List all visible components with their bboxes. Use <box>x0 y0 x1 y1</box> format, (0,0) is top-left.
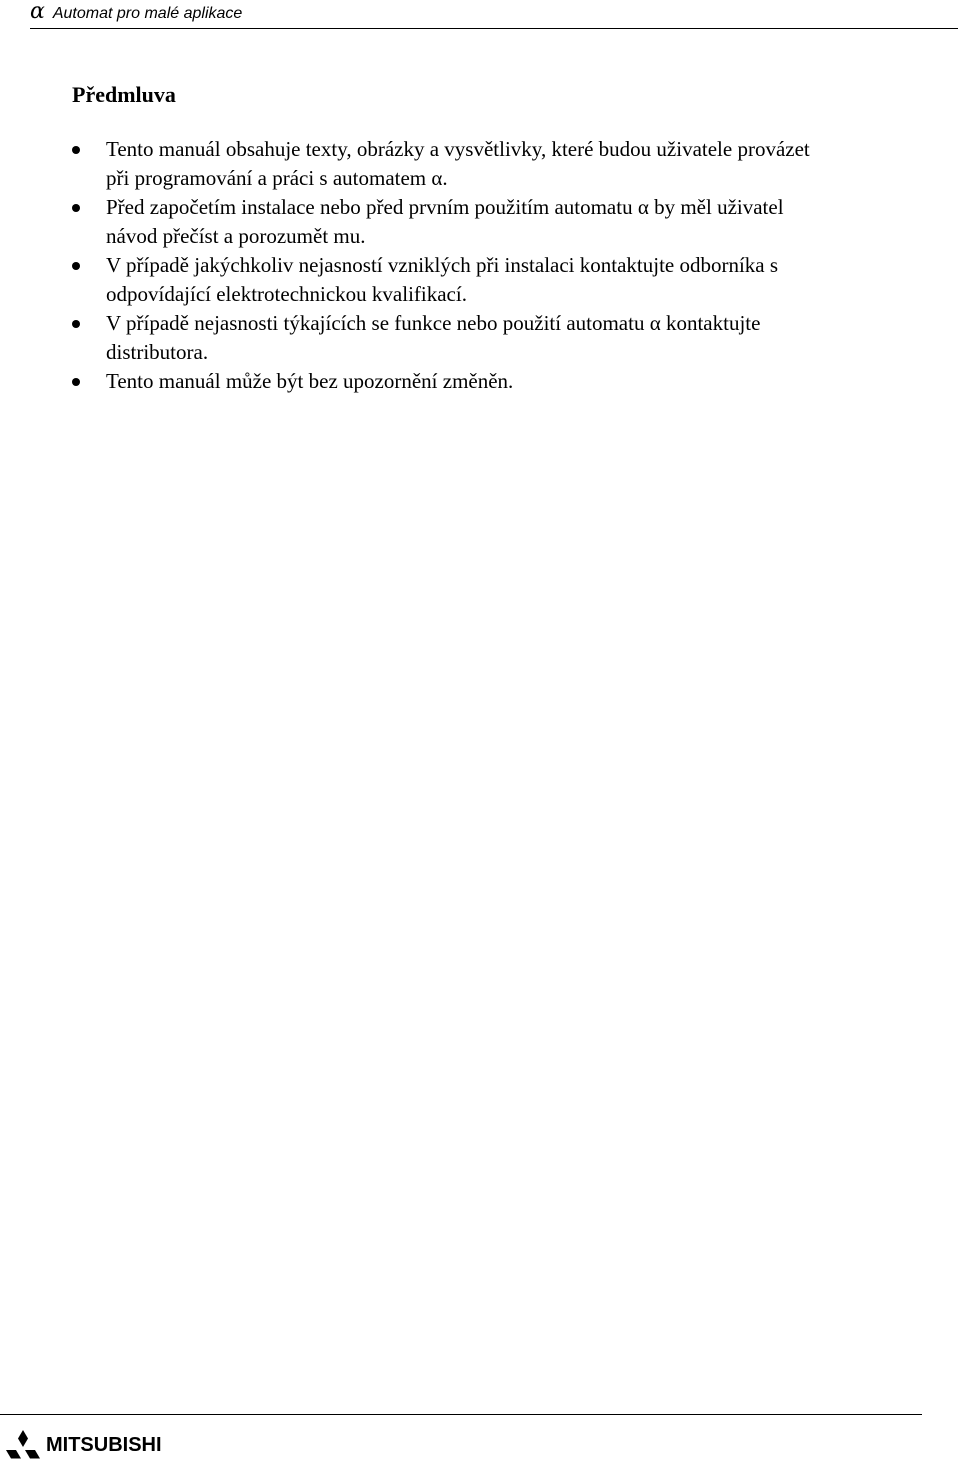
bullet-icon <box>72 204 80 212</box>
page-header <box>30 0 958 29</box>
list-item-text: při programování a práci s automatem α. <box>106 166 448 190</box>
bullet-icon <box>72 146 80 154</box>
bullet-icon <box>72 320 80 328</box>
list-item-text: Tento manuál obsahuje texty, obrázky a vysvětlivky, které budou uživatele provázet <box>106 137 810 161</box>
mitsubishi-diamonds-icon <box>6 1430 40 1460</box>
list-item <box>72 135 922 193</box>
alpha-symbol: α <box>30 0 45 24</box>
page-title: Předmluva <box>72 82 176 107</box>
footer-divider <box>0 1414 922 1415</box>
list-item <box>72 251 922 309</box>
bullet-icon <box>72 262 80 270</box>
bullet-icon <box>72 378 80 386</box>
list-item <box>72 367 922 396</box>
list-item-text: návod přečíst a porozumět mu. <box>106 224 366 248</box>
list-item-text: V případě jakýchkoliv nejasností vzniklých při instalaci kontaktujte odborníka s <box>106 253 779 277</box>
list-item-text: distributora. <box>106 340 209 364</box>
list-item-text: Tento manuál může být bez upozornění změněn. <box>106 369 514 393</box>
page-footer <box>6 1430 162 1460</box>
list-item-text: Před započetím instalace nebo před prvním použitím automatu α by měl uživatel <box>106 195 784 219</box>
header-title: Automat pro malé aplikace <box>52 5 243 22</box>
list-item-text: V případě nejasnosti týkajících se funkce nebo použití automatu α kontaktujte <box>106 311 761 335</box>
list-item <box>72 193 922 251</box>
bullet-list <box>72 135 922 396</box>
list-item-text: odpovídající elektrotechnickou kvalifikací. <box>106 282 467 306</box>
list-item <box>72 309 922 367</box>
footer-brand: MITSUBISHI <box>46 1433 162 1456</box>
